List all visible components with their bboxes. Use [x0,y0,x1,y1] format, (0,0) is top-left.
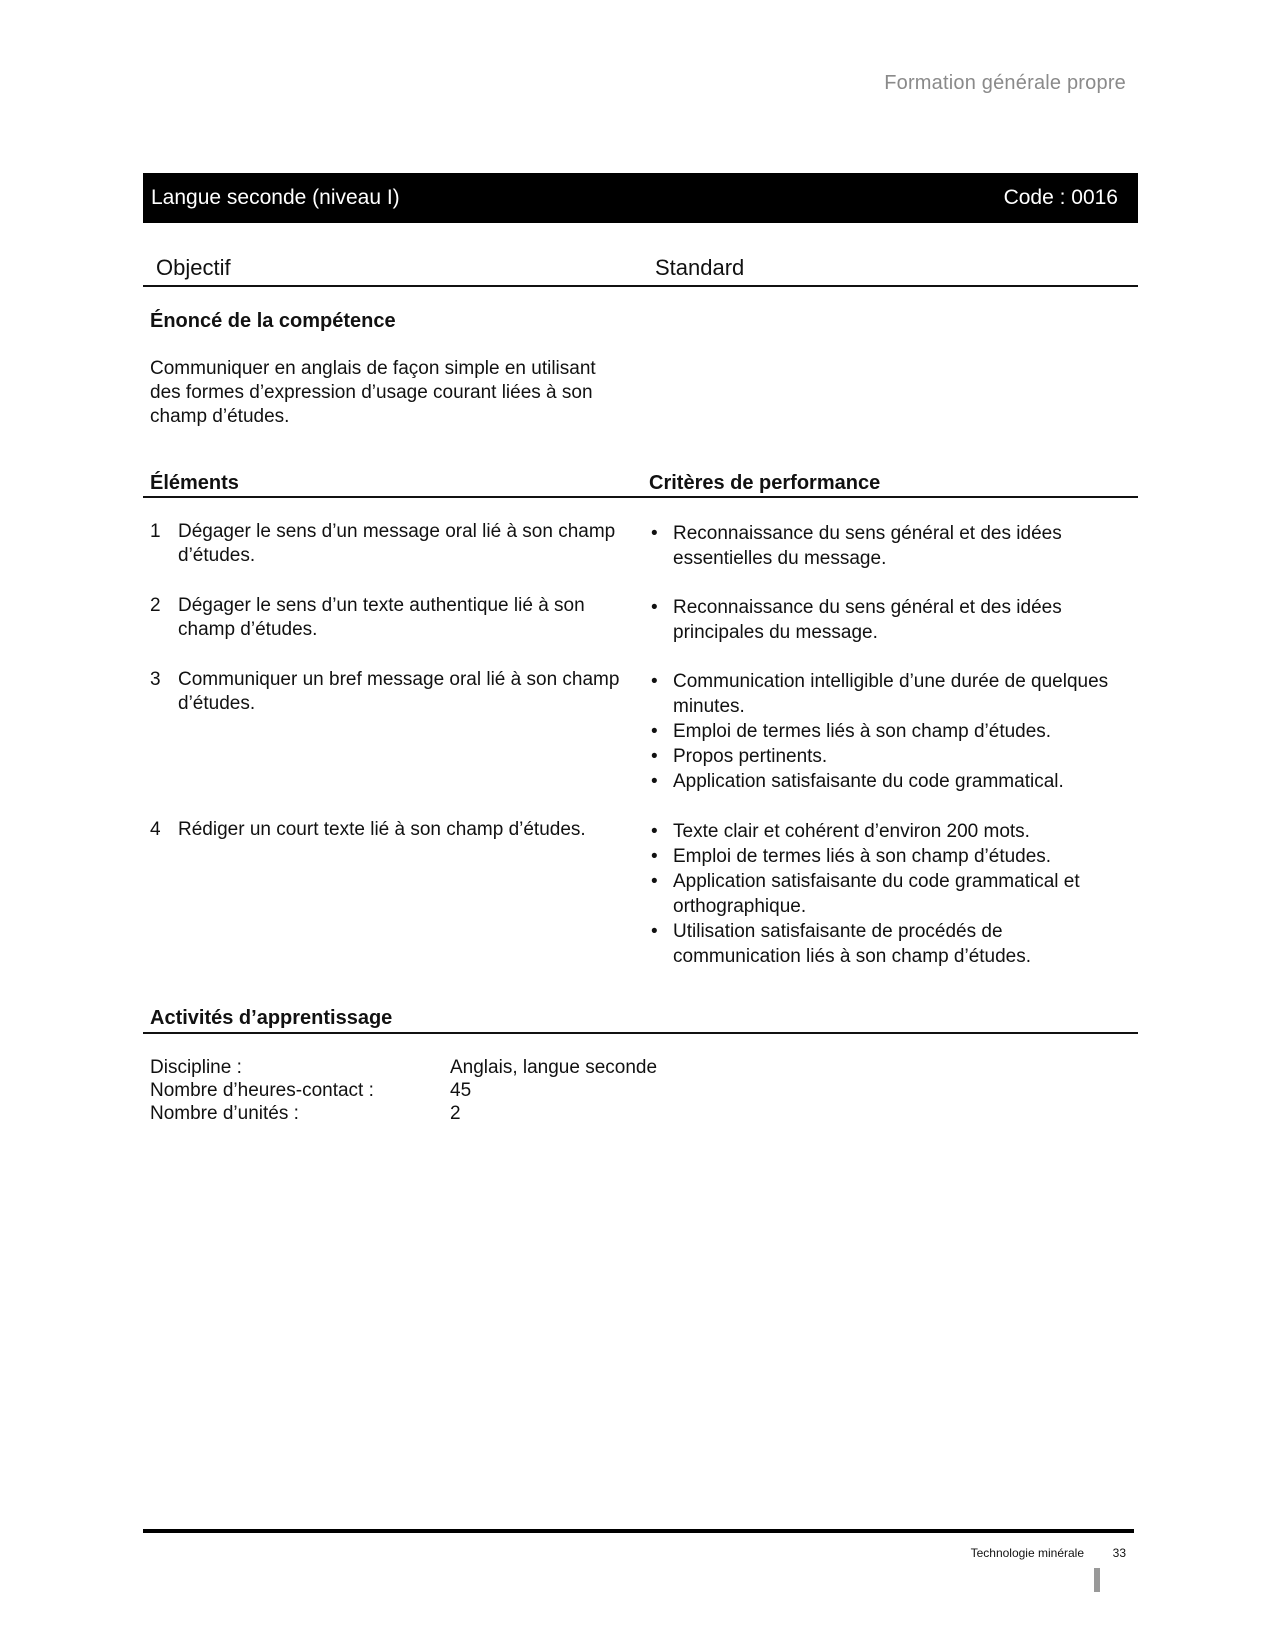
element-number: 1 [150,521,161,542]
element-text: Dégager le sens d’un message oral lié à son champ d’études. [178,521,616,566]
footer-rule [143,1529,1134,1533]
element-item [150,520,640,570]
element-number: 2 [150,595,161,616]
element-text: Communiquer un bref message oral lié à son champ d’études. [178,669,620,714]
element-number: 4 [150,819,161,840]
course-code: Code : 0016 [1003,186,1118,209]
criterion: • Reconnaissance du sens général et des idées essentielles du message. [649,521,1129,571]
criteria-list [649,669,1129,794]
page-number: 33 [1112,1546,1126,1560]
criteria-list [649,819,1129,969]
criteria-heading: Critères de performance [649,472,881,494]
criterion: • Application satisfaisante du code grammatical et orthographique. [649,869,1129,919]
course-title: Langue seconde (niveau I) [151,186,400,209]
info-label: Nombre d’heures-contact : [150,1080,374,1101]
competence-statement [150,357,650,429]
element-item [150,594,640,644]
activities-heading: Activités d’apprentissage [150,1007,393,1029]
criteria-list [649,595,1129,645]
course-title-bar [143,173,1138,223]
element-text: Rédiger un court texte lié à son champ d’études. [178,819,586,840]
footer-program: Technologie minérale [970,1546,1084,1560]
standard-heading: Standard [655,255,745,280]
info-value: 45 [450,1080,472,1101]
info-row [150,1102,850,1125]
running-head: Formation générale propre [884,72,1126,94]
competence-line: des formes d’expression d’usage courant liées à son [150,382,593,403]
info-row [150,1079,850,1102]
divider [143,285,1138,287]
criterion: • Communication intelligible d’une durée de quelques minutes. [649,669,1129,719]
competence-line: Communiquer en anglais de façon simple en utilisant [150,358,596,379]
info-label: Discipline : [150,1057,242,1078]
divider [143,1032,1138,1034]
criterion: • Propos pertinents. [649,744,1129,769]
competence-line: champ d’études. [150,406,290,427]
criterion: • Emploi de termes liés à son champ d’études. [649,719,1129,744]
page-marker [1094,1568,1100,1592]
element-text: Dégager le sens d’un texte authentique lié à son champ d’études. [178,595,585,640]
element-number: 3 [150,669,161,690]
info-label: Nombre d’unités : [150,1103,299,1124]
info-row [150,1056,850,1079]
divider [143,496,1138,498]
criterion: • Emploi de termes liés à son champ d’études. [649,844,1129,869]
criteria-list [649,521,1129,571]
criterion: • Texte clair et cohérent d’environ 200 mots. [649,819,1129,844]
info-value: 2 [450,1103,461,1124]
element-item [150,668,640,718]
info-value: Anglais, langue seconde [450,1057,658,1078]
objective-heading: Objectif [156,255,231,280]
criterion: • Application satisfaisante du code grammatical. [649,769,1129,794]
elements-heading: Éléments [150,472,239,494]
element-item [150,818,640,848]
criterion: • Reconnaissance du sens général et des idées principales du message. [649,595,1129,645]
criterion: • Utilisation satisfaisante de procédés de communication liés à son champ d’études. [649,919,1129,969]
competence-heading: Énoncé de la compétence [150,310,396,332]
